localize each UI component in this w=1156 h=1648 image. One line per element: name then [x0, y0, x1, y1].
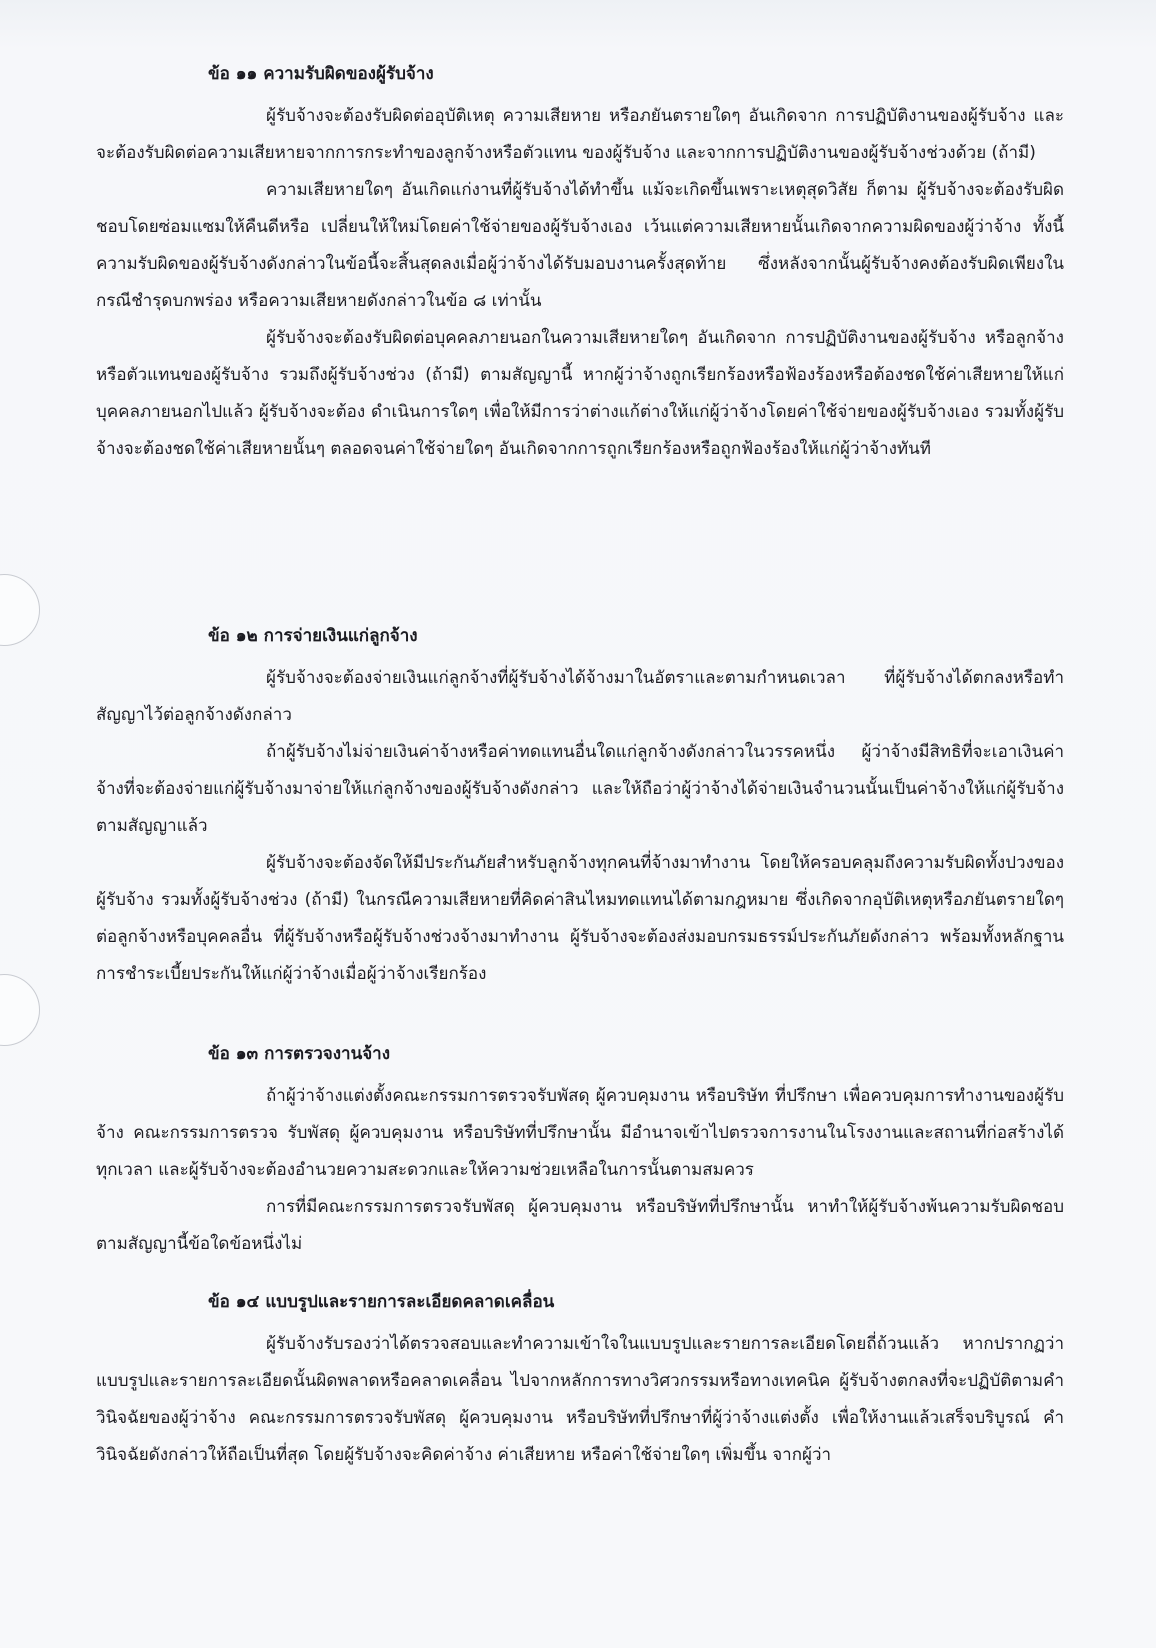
punch-hole — [0, 974, 40, 1046]
clause-14 — [96, 1288, 1064, 1474]
paragraph: ผู้รับจ้างจะต้องรับผิดต่อบุคคลภายนอกในความเสียหายใดๆ อันเกิดจาก การปฏิบัติงานของผู้รับจ้าง หรือลูกจ้างหรือตัวแทนของผู้รับจ้าง รวมถึงผู้รับจ้างช่วง (ถ้ามี) ตามสัญญานี้ หากผู้ว่าจ้างถูกเรียกร้องหรือฟ้องร้องหรือต้องชดใช้ค่าเสียหายให้แก่บุคคลภายนอกไปแล้ว ผู้รับจ้างจะต้อง ดำเนินการใดๆ เพื่อให้มีการว่าต่างแก้ต่างให้แก่ผู้ว่าจ้างโดยค่าใช้จ่ายของผู้รับจ้างเอง รวมทั้งผู้รับจ้างจะต้องชดใช้ค่าเสียหายนั้นๆ ตลอดจนค่าใช้จ่ายใดๆ อันเกิดจากการถูกเรียกร้องหรือถูกฟ้องร้องให้แก่ผู้ว่าจ้างทันที — [96, 328, 1064, 459]
clause-heading: ข้อ ๑๔ แบบรูปและรายการละเอียดคลาดเคลื่อน — [208, 1292, 555, 1312]
paragraph: การที่มีคณะกรรมการตรวจรับพัสดุ ผู้ควบคุมงาน หรือบริษัทที่ปรึกษานั้น หาทำให้ผู้รับจ้างพ้นความรับผิดชอบตามสัญญานี้ข้อใดข้อหนึ่งไม่ — [96, 1197, 1064, 1254]
clause-12 — [96, 622, 1064, 993]
paragraph: ถ้าผู้ว่าจ้างแต่งตั้งคณะกรรมการตรวจรับพัสดุ ผู้ควบคุมงาน หรือบริษัท ที่ปรึกษา เพื่อควบคุมการทำงานของผู้รับจ้าง คณะกรรมการตรวจ รับพัสดุ ผู้ควบคุมงาน หรือบริษัทที่ปรึกษานั้น มีอำนาจเข้าไปตรวจการงานในโรงงานและสถานที่ก่อสร้างได้ทุกเวลา และผู้รับจ้างจะต้องอำนวยความสะดวกและให้ความช่วยเหลือในการนั้นตามสมควร — [96, 1086, 1064, 1180]
clause-heading: ข้อ ๑๑ ความรับผิดของผู้รับจ้าง — [208, 64, 434, 84]
punch-hole — [0, 574, 40, 646]
clause-11 — [96, 60, 1064, 468]
paragraph: ผู้รับจ้างรับรองว่าได้ตรวจสอบและทำความเข้าใจในแบบรูปและรายการละเอียดโดยถี่ถ้วนแล้ว หากปรากฏว่าแบบรูปและรายการละเอียดนั้นผิดพลาดหรือคลาดเคลื่อน ไปจากหลักการทางวิศวกรรมหรือทางเทคนิค ผู้รับจ้างตกลงที่จะปฏิบัติตามคำวินิจฉัยของผู้ว่าจ้าง คณะกรรมการตรวจรับพัสดุ ผู้ควบคุมงาน หรือบริษัทที่ปรึกษาที่ผู้ว่าจ้างแต่งตั้ง เพื่อให้งานแล้วเสร็จบริบูรณ์ คำวินิจฉัยดังกล่าวให้ถือเป็นที่สุด โดยผู้รับจ้างจะคิดค่าจ้าง ค่าเสียหาย หรือค่าใช้จ่ายใดๆ เพิ่มขึ้น จากผู้ว่า — [96, 1334, 1064, 1465]
paragraph: ถ้าผู้รับจ้างไม่จ่ายเงินค่าจ้างหรือค่าทดแทนอื่นใดแก่ลูกจ้างดังกล่าวในวรรคหนึ่ง ผู้ว่าจ้างมีสิทธิที่จะเอาเงินค่าจ้างที่จะต้องจ่ายแก่ผู้รับจ้างมาจ่ายให้แก่ลูกจ้างของผู้รับจ้างดังกล่าว และให้ถือว่าผู้ว่าจ้างได้จ่ายเงินจำนวนนั้นเป็นค่าจ้างให้แก่ผู้รับจ้างตามสัญญาแล้ว — [96, 742, 1064, 836]
paragraph: ผู้รับจ้างจะต้องจ่ายเงินแก่ลูกจ้างที่ผู้รับจ้างได้จ้างมาในอัตราและตามกำหนดเวลา ที่ผู้รับจ้างได้ตกลงหรือทำสัญญาไว้ต่อลูกจ้างดังกล่าว — [96, 668, 1064, 725]
paragraph: ผู้รับจ้างจะต้องรับผิดต่ออุบัติเหตุ ความเสียหาย หรือภยันตรายใดๆ อันเกิดจาก การปฏิบัติงานของผู้รับจ้าง และจะต้องรับผิดต่อความเสียหายจากการกระทำของลูกจ้างหรือตัวแทน ของผู้รับจ้าง และจากการปฏิบัติงานของผู้รับจ้างช่วงด้วย (ถ้ามี) — [96, 106, 1064, 163]
paragraph: ความเสียหายใดๆ อันเกิดแก่งานที่ผู้รับจ้างได้ทำขึ้น แม้จะเกิดขึ้นเพราะเหตุสุดวิสัย ก็ตาม ผู้รับจ้างจะต้องรับผิดชอบโดยซ่อมแซมให้คืนดีหรือ เปลี่ยนให้ใหม่โดยค่าใช้จ่ายของผู้รับจ้างเอง เว้นแต่ความเสียหายนั้นเกิดจากความผิดของผู้ว่าจ้าง ทั้งนี้ ความรับผิดของผู้รับจ้างดังกล่าวในข้อนี้จะสิ้นสุดลงเมื่อผู้ว่าจ้างได้รับมอบงานครั้งสุดท้าย ซึ่งหลังจากนั้นผู้รับจ้างคงต้องรับผิดเพียงในกรณีชำรุดบกพร่อง หรือความเสียหายดังกล่าวในข้อ ๘ เท่านั้น — [96, 180, 1064, 311]
paragraph: ผู้รับจ้างจะต้องจัดให้มีประกันภัยสำหรับลูกจ้างทุกคนที่จ้างมาทำงาน โดยให้ครอบคลุมถึงความรับผิดทั้งปวงของผู้รับจ้าง รวมทั้งผู้รับจ้างช่วง (ถ้ามี) ในกรณีความเสียหายที่คิดค่าสินไหมทดแทนได้ตามกฎหมาย ซึ่งเกิดจากอุบัติเหตุหรือภยันตรายใดๆ ต่อลูกจ้างหรือบุคคลอื่น ที่ผู้รับจ้างหรือผู้รับจ้างช่วงจ้างมาทำงาน ผู้รับจ้างจะต้องส่งมอบกรมธรรม์ประกันภัยดังกล่าว พร้อมทั้งหลักฐานการชำระเบี้ยประกันให้แก่ผู้ว่าจ้างเมื่อผู้ว่าจ้างเรียกร้อง — [96, 853, 1064, 984]
clause-heading: ข้อ ๑๒ การจ่ายเงินแก่ลูกจ้าง — [208, 626, 418, 646]
clause-13 — [96, 1040, 1064, 1263]
clause-heading: ข้อ ๑๓ การตรวจงานจ้าง — [208, 1044, 391, 1064]
